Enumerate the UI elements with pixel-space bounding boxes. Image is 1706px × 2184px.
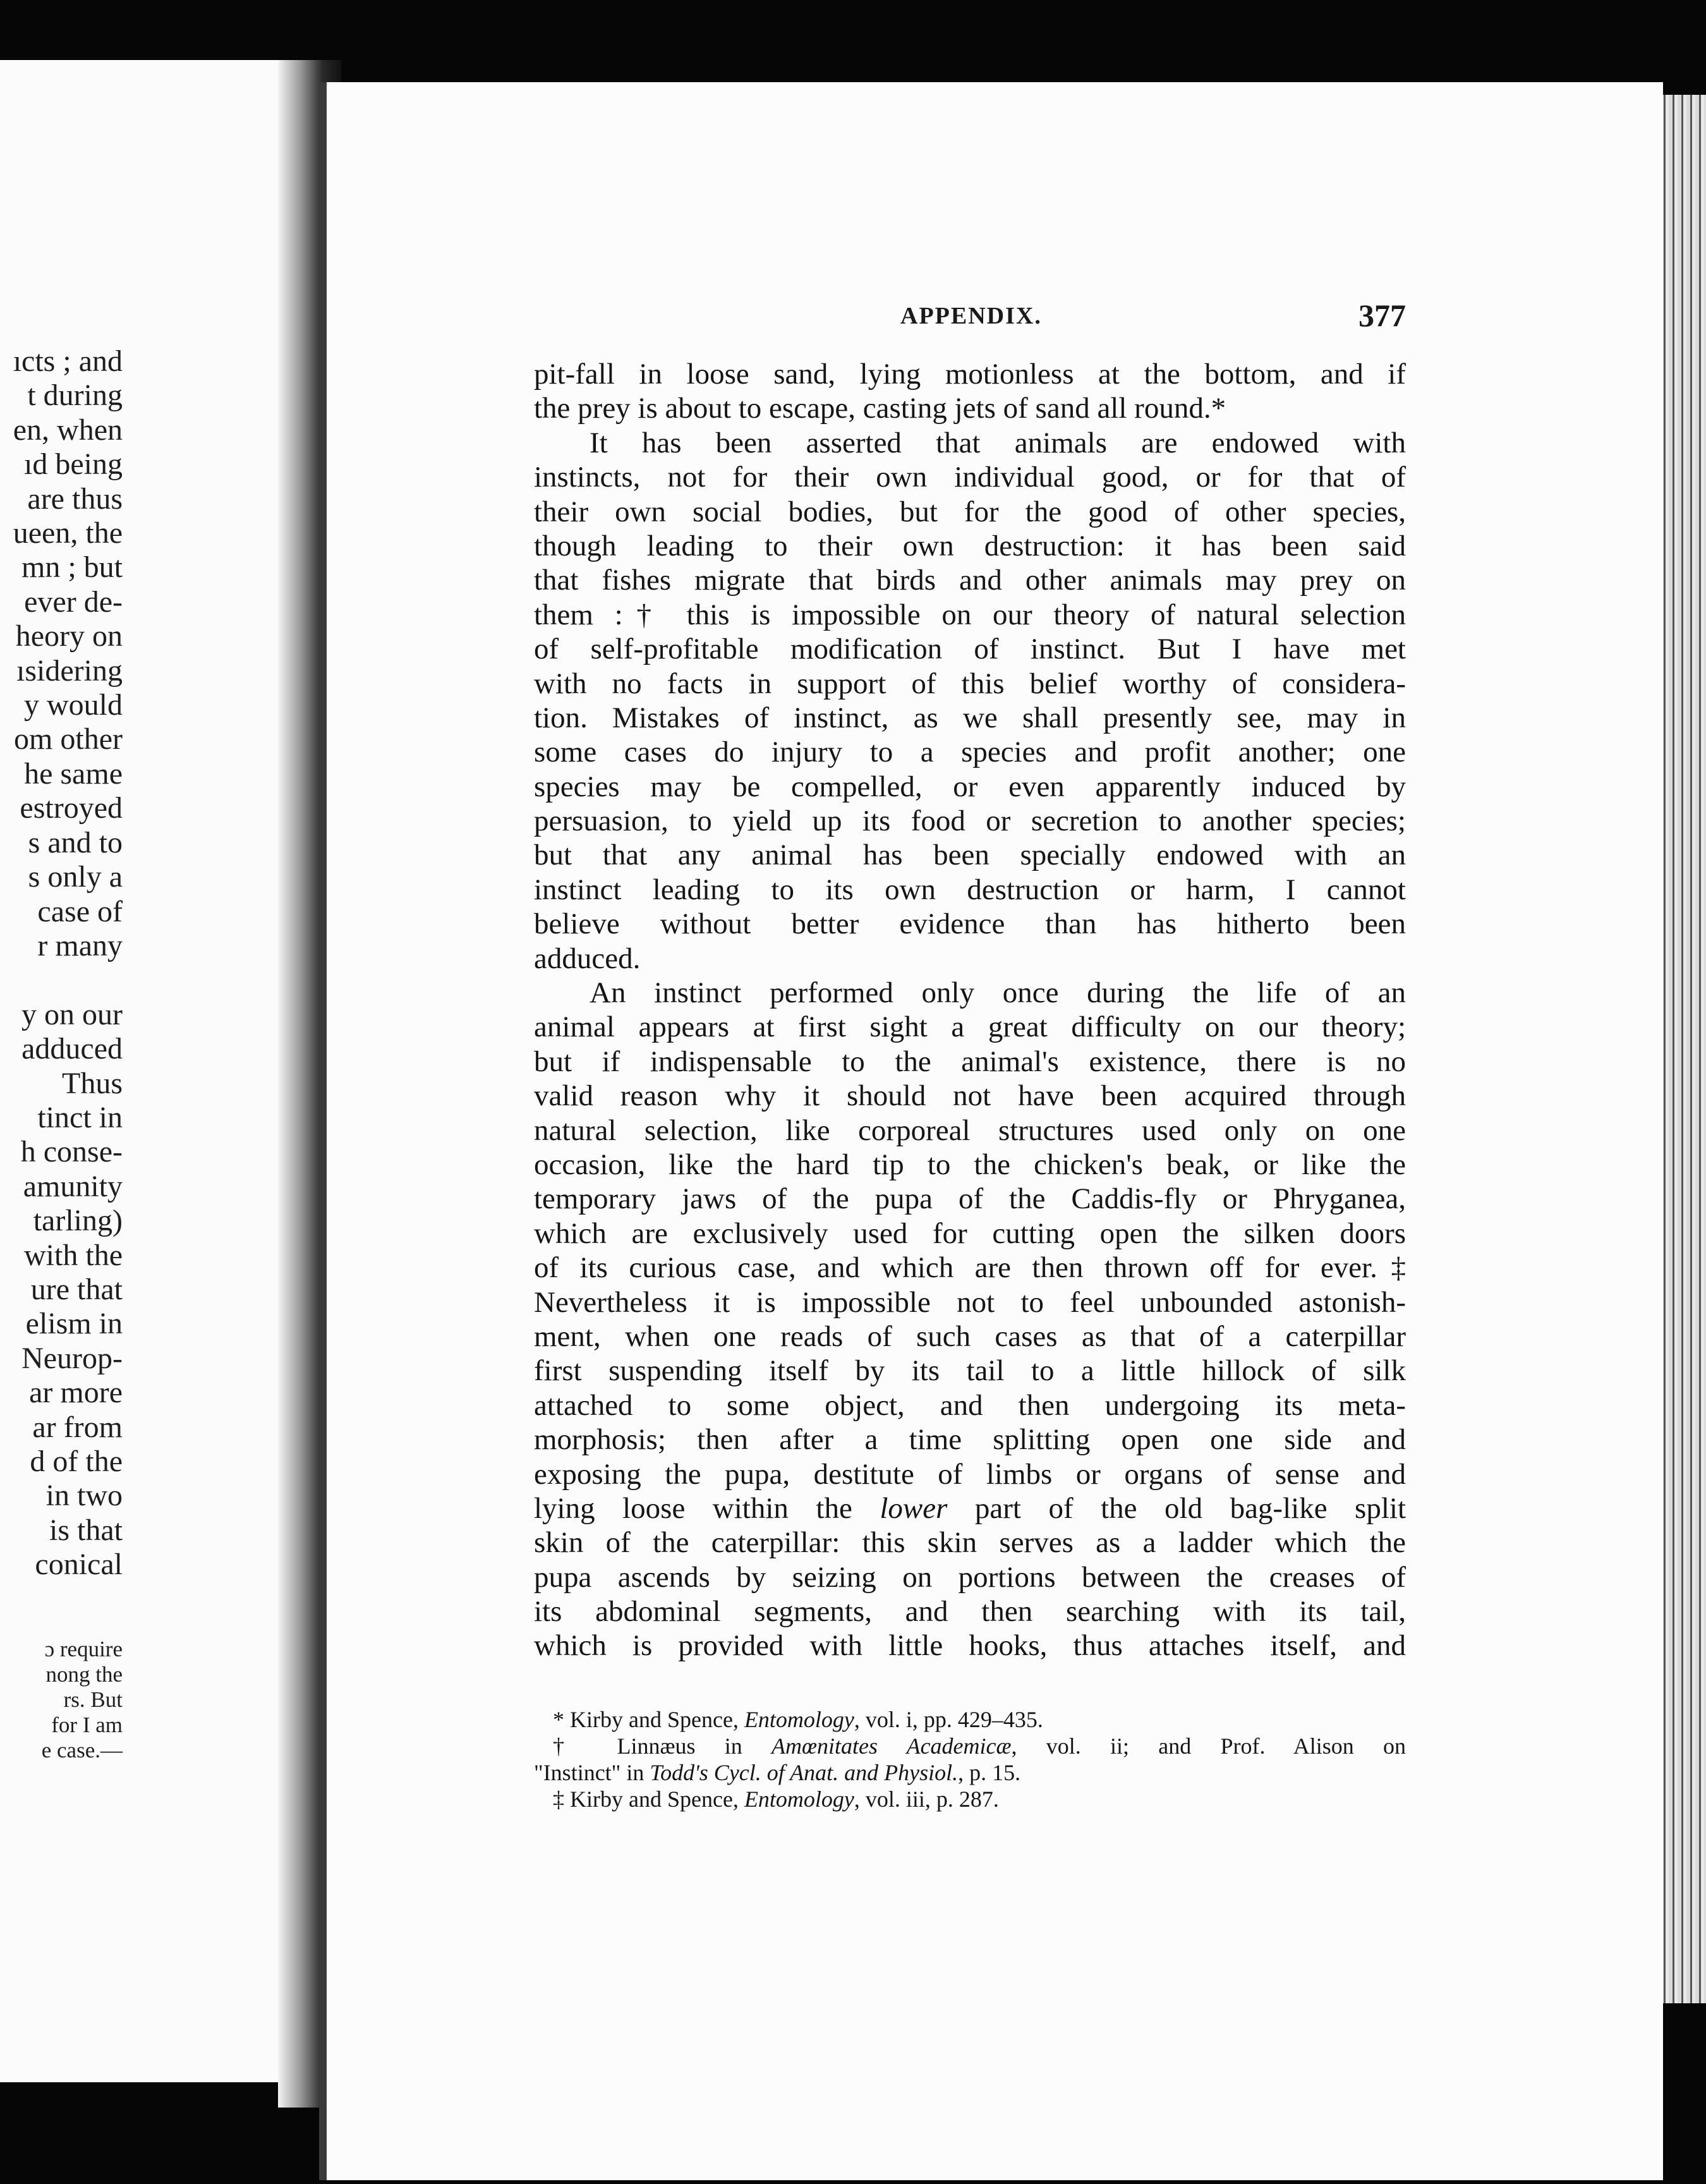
left-line: estroyed [20, 791, 123, 825]
text-line: but if indispensable to the animal's existence, there is no [534, 1045, 1406, 1078]
text-line: believe without better evidence than has hitherto been [534, 907, 1406, 941]
left-footnote-line: for I am [51, 1713, 123, 1737]
left-line: ar from [32, 1410, 123, 1444]
left-line: ueen, the [13, 516, 123, 550]
footnote-text: ‡ Kirby and Spence, [553, 1787, 739, 1812]
text-line: skin of the caterpillar: this skin serves as a ladder which the [534, 1526, 1406, 1560]
text-line: temporary jaws of the pupa of the Caddis-fly or Phryganea, [534, 1182, 1406, 1216]
left-line: adduced [21, 1032, 123, 1066]
footnotes [534, 1706, 1406, 1812]
left-page-footnotes [0, 1637, 123, 1763]
text-line: attached to some object, and then undergoing its meta- [534, 1388, 1406, 1422]
left-line: ısidering [16, 653, 123, 688]
left-line: ıcts ; and [13, 344, 123, 378]
text-line: tion. Mistakes of instinct, as we shall presently see, may in [534, 701, 1406, 734]
text-line: its abdominal segments, and then searching with its tail, [534, 1595, 1406, 1629]
footnote-italic: Entomology [744, 1787, 854, 1812]
text-fragment: part of the old bag-like split [974, 1491, 1407, 1525]
left-line: y would [24, 688, 123, 722]
left-line: tinct in [37, 1100, 123, 1134]
footnote-2 [534, 1733, 1406, 1759]
left-line: is that [49, 1513, 123, 1547]
left-line [0, 963, 123, 997]
left-line: Neurop- [21, 1341, 123, 1375]
left-line: ever de- [24, 585, 123, 619]
left-line: he same [24, 756, 123, 791]
text-line: It has been asserted that animals are endowed with [590, 426, 1406, 459]
left-page-text [0, 344, 123, 1582]
left-line: tarling) [33, 1204, 123, 1238]
text-line: adduced. [534, 942, 641, 975]
text-line: that fishes migrate that birds and other animals may prey on [534, 564, 1406, 597]
text-line: pupa ascends by seizing on portions between the creases of [534, 1560, 1406, 1594]
footnote-3 [534, 1786, 1406, 1812]
text-fragment: lying loose within the [534, 1491, 852, 1525]
left-line: t during [27, 379, 123, 413]
left-line: with the [24, 1238, 123, 1272]
footnote-text: * Kirby and Spence, [553, 1707, 739, 1732]
left-line: r many [37, 928, 123, 962]
left-footnote-line: ɔ require [44, 1637, 123, 1661]
text-line: which is provided with little hooks, thus attaches itself, and [534, 1629, 1406, 1663]
running-head-title: APPENDIX. [900, 303, 1042, 329]
text-line: some cases do injury to a species and profit another; one [534, 736, 1406, 769]
text-line: instincts, not for their own individual good, or for that of [534, 461, 1406, 494]
text-line: animal appears at first sight a great difficulty on our theory; [534, 1010, 1406, 1044]
text-line: pit-fall in loose sand, lying motionless at the bottom, and if [534, 358, 1406, 391]
page-number: 377 [1358, 298, 1406, 333]
left-line: are thus [27, 482, 123, 516]
text-line: persuasion, to yield up its food or secretion to another species; [534, 804, 1406, 838]
text-line: Nevertheless it is impossible not to feel unbounded astonish- [534, 1285, 1406, 1319]
footnote-italic: Todd's Cycl. of Anat. and Physiol. [650, 1760, 959, 1785]
footnote-text: "Instinct" in [534, 1760, 644, 1785]
left-line: s only a [28, 860, 123, 894]
left-line: Thus [62, 1066, 123, 1100]
text-line: of self-profitable modification of instinct. But I have met [534, 633, 1406, 666]
text-line: the prey is about to escape, casting jets of sand all round.* [534, 392, 1226, 425]
main-text [534, 357, 1406, 1663]
footnote-text: † Linnæus in [553, 1733, 742, 1759]
text-line [534, 1491, 1406, 1526]
left-footnote-line: e case.— [41, 1738, 123, 1762]
text-line: their own social bodies, but for the good of other species, [534, 495, 1406, 528]
text-line: An instinct performed only once during the life of an [590, 976, 1406, 1010]
text-line: but that any animal has been specially endowed with an [534, 839, 1406, 872]
left-line: mn ; but [21, 550, 123, 585]
left-footnote-line: rs. But [63, 1687, 123, 1712]
text-line: occasion, like the hard tip to the chicken's beak, or like the [534, 1148, 1406, 1181]
left-line: in two [45, 1479, 123, 1513]
left-line: ıd being [24, 447, 123, 482]
footnote-italic: Amœnitates Academicæ [771, 1733, 1012, 1759]
footnote-text: , p. 15. [958, 1760, 1021, 1785]
text-line: natural selection, like corporeal structures used only on one [534, 1113, 1406, 1147]
footnote-italic: Entomology [744, 1707, 854, 1732]
text-line: species may be compelled, or even apparently induced by [534, 770, 1406, 803]
left-line: om other [14, 722, 123, 756]
footnote-2-cont [534, 1759, 1406, 1786]
text-line: which are exclusively used for cutting open the silken doors [534, 1216, 1406, 1250]
left-line: h conse- [20, 1135, 123, 1169]
italic-word: lower [880, 1491, 948, 1525]
left-line: s and to [28, 825, 123, 859]
text-line: first suspending itself by its tail to a little hillock of silk [534, 1354, 1406, 1388]
text-line: valid reason why it should not have been acquired through [534, 1079, 1406, 1113]
text-line: with no facts in support of this belief worthy of considera- [534, 667, 1406, 700]
left-line: en, when [13, 413, 123, 447]
left-line: d of the [30, 1445, 123, 1478]
text-line: ment, when one reads of such cases as that of a caterpillar [534, 1320, 1406, 1353]
left-line: conical [35, 1548, 123, 1582]
left-line: y on our [21, 997, 123, 1031]
text-line: instinct leading to its own destruction or harm, I cannot [534, 873, 1406, 906]
left-line: ure that [30, 1272, 123, 1306]
footnote-text: , vol. iii, p. 287. [854, 1787, 999, 1812]
text-line: them :† this is impossible on our theory of natural selection [534, 598, 1406, 631]
text-line: exposing the pupa, destitute of limbs or organs of sense and [534, 1457, 1406, 1491]
text-line: morphosis; then after a time splitting open one side and [534, 1423, 1406, 1457]
footnote-text: , vol. i, pp. 429–435. [854, 1707, 1043, 1732]
text-line: of its curious case, and which are then thrown off for ever.‡ [534, 1251, 1406, 1285]
footnote-1 [534, 1706, 1406, 1733]
footnote-text: , vol. ii; and Prof. Alison on [1011, 1733, 1407, 1759]
left-line: amunity [23, 1169, 123, 1203]
running-header [534, 297, 1406, 335]
left-line: case of [37, 894, 123, 928]
left-line: heory on [15, 619, 123, 653]
left-footnote-line: nong the [45, 1662, 123, 1687]
text-line: though leading to their own destruction: it has been said [534, 529, 1406, 562]
left-line: ar more [29, 1376, 123, 1410]
left-line: elism in [25, 1307, 123, 1341]
